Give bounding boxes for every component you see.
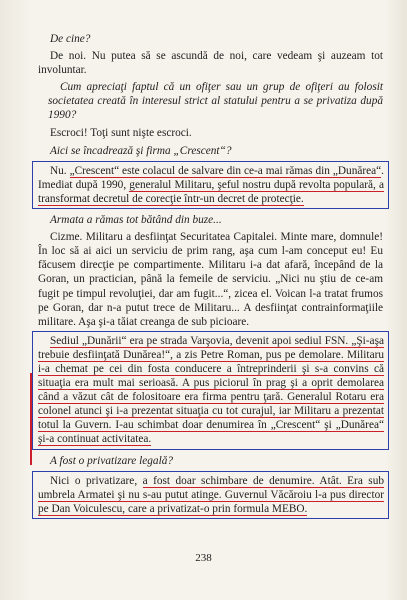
underlined-crescent: „Crescent“ este colacul de salvare din ce-a mai rămas din „Dunărea“ xyxy=(69,164,382,177)
paragraph-cizme: Cizme. Militaru a desfiinţat Securitatea Capitalei. Minte mare, domnule! În loc să ai aici un serviciu de prim rang, aşa cum l-am conceput eu! Eu făcusem direcţie pe compartimente. Militaru i-a dat afară, începând de la Goran, un practician, până la femeile de serviciu. „Nici nu ştiu de ce-am fugit pe timpul revoluţiei, dar am fugit...“, zicea el. Voican l-a tratat frumos pe Goran, dar n-a putut trece de Militaru... A desfiinţat contrainformaţiile militare. Aşa şi-a tăiat creanga de sub picioare. xyxy=(38,231,383,328)
question-de-cine: De cine? xyxy=(50,33,91,45)
question-crescent: Aici se încadrează şi firma „Crescent“? xyxy=(50,144,232,157)
text-nu: Nu. xyxy=(50,164,70,177)
paragraph-nici xyxy=(38,474,384,516)
page-content xyxy=(38,28,383,523)
paragraph-crescent xyxy=(38,164,384,206)
margin-red-mark xyxy=(30,373,32,465)
question-privatizare: A fost o privatizare legală? xyxy=(50,454,174,467)
text-nici: Nici o privatizare, xyxy=(50,474,143,487)
text-imediat: . Imediat după 1990, xyxy=(38,164,384,191)
highlight-box-dunarea xyxy=(32,331,389,450)
paragraph-sediul xyxy=(38,334,384,447)
highlight-box-crescent xyxy=(32,161,389,209)
answer-escroci: Escroci! Toţi sunt nişte escroci. xyxy=(50,126,192,139)
question-ofiter: Cum apreciaţi faptul că un ofiţer sau un grup de ofiţeri au folosit societatea creată în interesul strict al statului pentru a se privatiza după 1990? xyxy=(48,81,383,122)
question-armata: Armata a rămas tot bătând din buze... xyxy=(50,214,222,227)
underlined-sediul-dunarii: Sediul „Dunării“ era pe strada Varşovia, devenit apoi sediul FSN. „Şi-aşa trebuie desfiinţată Dunărea!“, a zis Petre Roman, pus pe demolare. Militaru i-a chemat pe cei din fosta conducere a întreprinderii şi s-a convins că situaţia era mult mai serioasă. A pus piciorul în prag şi a oprit demolarea când a văzut cât de folositoare era firma pentru ţară. Generalul Rotaru era colonel atunci şi i-a prezentat situaţia cu tot curajul, iar Militaru a prezentat totul la Guvern. I-au schimbat doar denumirea în „Crescent“ şi „Dunărea“ şi-a continuat activitatea. xyxy=(38,334,384,446)
page-number: 238 xyxy=(195,552,212,564)
highlight-box-privatizare xyxy=(32,471,389,519)
underlined-militaru-decret: generalul Militaru, şeful nostru după revolta populară, a transformat decretul de corecţie într-un decret de protecţie. xyxy=(38,178,385,205)
underlined-schimbare-denumire: a fost doar schimbare de denumire. Atât. Era sub umbrela Armatei şi nu s-au putut atinge. Guvernul Văcăroiu l-a pus director pe Dan Voiculescu, care a privatizat-o prin formula MEBO. xyxy=(38,474,384,515)
answer-de-noi: De noi. Nu putea să se ascundă de noi, care vedeam şi auzeam tot involuntar. xyxy=(38,50,383,77)
